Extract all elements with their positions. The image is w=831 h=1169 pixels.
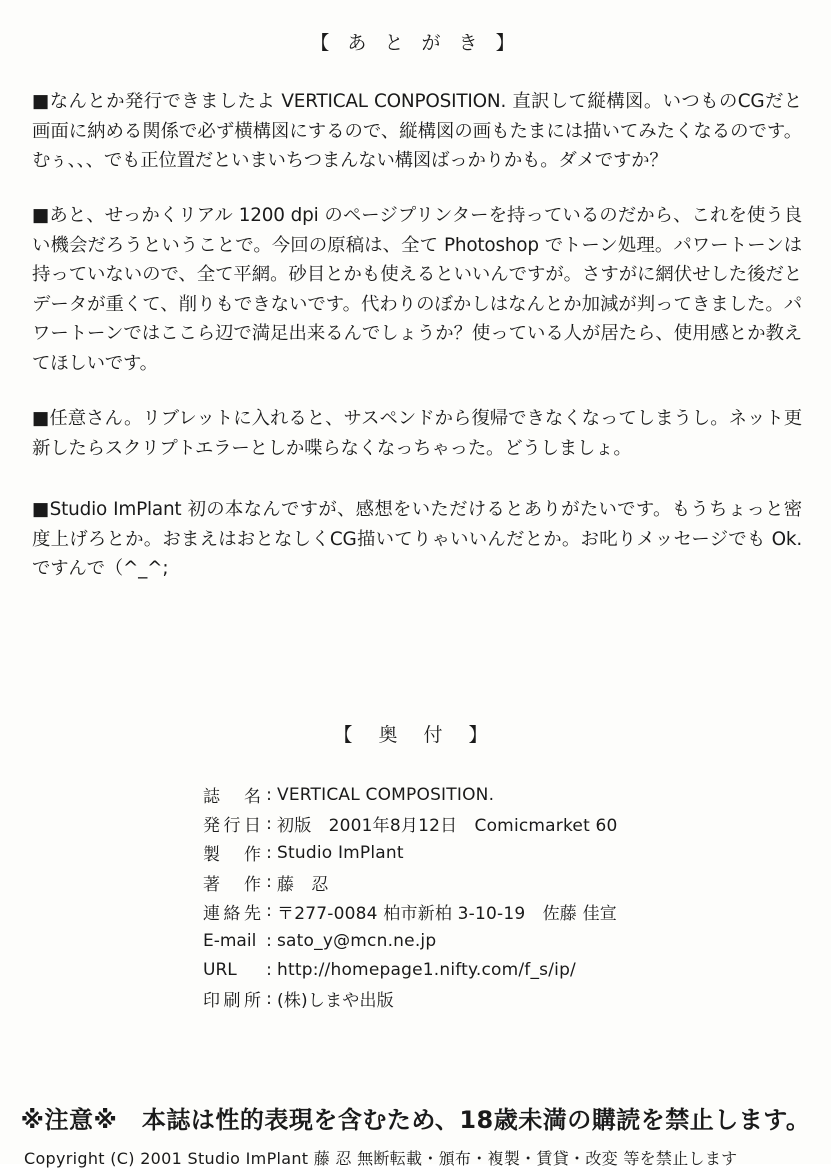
colophon-label: 連絡先 bbox=[203, 903, 261, 924]
colophon-value: 藤 忍 bbox=[277, 874, 329, 895]
colophon-value: (株)しまや出版 bbox=[277, 991, 394, 1012]
colon-separator: : bbox=[266, 784, 272, 805]
colon-separator: : bbox=[266, 959, 272, 980]
colophon-label: 誌 名 bbox=[203, 787, 261, 808]
colophon-value: Studio ImPlant bbox=[277, 842, 404, 863]
colophon-heading: 【 奥 付 】 bbox=[333, 724, 498, 746]
age-restriction-notice: ※注意※ 本誌は性的表現を含むため、18歳未満の購読を禁止します。 bbox=[20, 1106, 811, 1134]
colon-separator: : bbox=[266, 842, 272, 863]
colophon-value: sato_y@mcn.ne.jp bbox=[277, 930, 437, 951]
colophon-row-url bbox=[203, 955, 618, 984]
colophon-label: 製 作 bbox=[203, 845, 261, 866]
afterword-heading: 【 あ と が き 】 bbox=[310, 32, 521, 54]
colophon-label: 著 作 bbox=[203, 874, 261, 895]
afterword-paragraph-2: ■あと、せっかくリアル 1200 dpi のページプリンターを持っているのだから、これを使う良い機会だろうということで。今回の原稿は、全て Photoshop でトーン処理。パワートーンは持っていないので、全て平網。砂目とかも使えるといいんですが。さすがに網伏せした後だとデータが重くて、削りもできないです。代わりのぼかしはなんとか加減が判ってきました。パワートーンではここら辺で満足出来るんでしょうか？使っている人が居たら、使用感とか教えてほしいです。 bbox=[32, 205, 802, 374]
afterword-paragraph-3: ■任意さん。リブレットに入れると、サスペンドから復帰できなくなってしまうし。ネット更新したらスクリプトエラーとしか喋らなくなっちゃった。どうしましょ。 bbox=[32, 408, 802, 459]
colophon-value: 〒277-0084 柏市新柏 3-10-19 佐藤 佳宣 bbox=[277, 903, 618, 924]
afterword-paragraph-4: ■Studio ImPlant 初の本なんですが、感想をいただけるとありがたいです。もうちょっと密度上げろとか。おまえはおとなしくCG描いてりゃいいんだとか。お叱りメッセージでも Ok.ですんで（^_^; bbox=[32, 499, 802, 579]
afterword-paragraph-1: ■なんとか発行できましたよ VERTICAL CONPOSITION. 直訳して縦構図。いつものCGだと画面に納める関係で必ず横構図にするので、縦構図の画もたまには描いてみたくなるのです。むぅ、、、でも正位置だといまいちつまんない構図ばっかりかも。ダメですか？ bbox=[32, 91, 802, 171]
copyright-line: Copyright (C) 2001 Studio ImPlant 藤 忍 無断転載・頒布・複製・賃貸・改変 等を禁止します bbox=[24, 1149, 738, 1168]
colophon-label: 印刷所 bbox=[203, 991, 261, 1012]
colophon-row-title bbox=[203, 780, 618, 809]
colon-separator: : bbox=[266, 872, 272, 893]
colon-separator: : bbox=[266, 901, 272, 922]
colophon-row-email bbox=[203, 926, 618, 955]
colophon-label: 発行日 bbox=[203, 816, 261, 837]
colophon-row-date bbox=[203, 809, 618, 838]
colophon-value: VERTICAL COMPOSITION. bbox=[277, 784, 495, 805]
colophon-value: http://homepage1.nifty.com/f_s/ip/ bbox=[277, 959, 576, 980]
colophon-label: URL bbox=[203, 959, 237, 980]
colon-separator: : bbox=[266, 930, 272, 951]
colophon-row-author bbox=[203, 868, 618, 897]
colophon-label: E-mail bbox=[203, 930, 257, 951]
colophon-row-printer bbox=[203, 984, 618, 1013]
colon-separator: : bbox=[266, 988, 272, 1009]
colophon-row-contact bbox=[203, 897, 618, 926]
colophon-table bbox=[203, 780, 618, 1014]
colophon-row-production bbox=[203, 838, 618, 867]
colophon-value: 初版 2001年8月12日 Comicmarket 60 bbox=[277, 816, 618, 837]
colon-separator: : bbox=[266, 813, 272, 834]
